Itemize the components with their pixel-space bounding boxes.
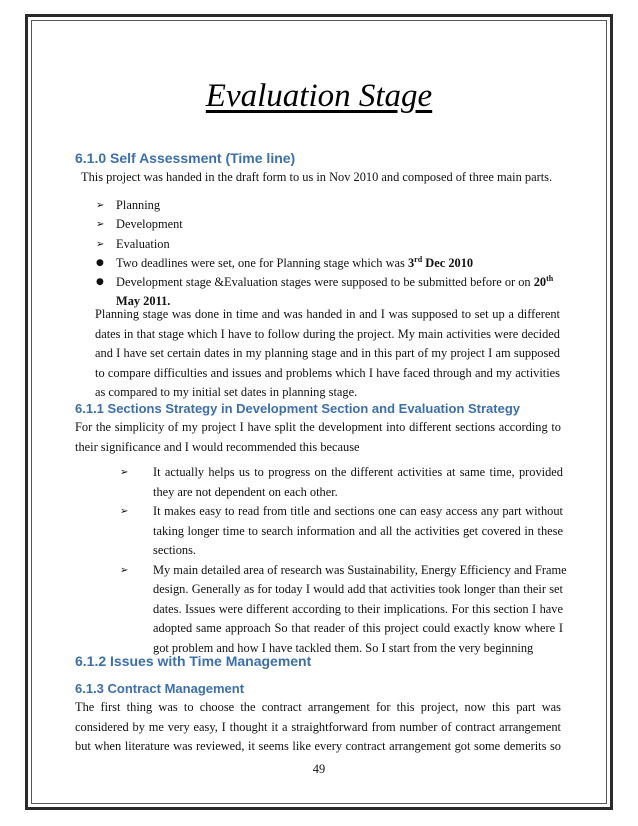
list-item: ➢ Planning [96, 196, 553, 215]
arrow-bullet-icon: ➢ [120, 467, 129, 478]
list-item: May 2011. [116, 294, 171, 309]
list-item: ➢ Evaluation [96, 235, 553, 254]
list-item: ➢ It actually helps us to progress on the different activities at same time, provided they are not dependent on each other. [120, 465, 563, 499]
list-item: ➢ Development [96, 215, 553, 234]
arrow-bullet-icon: ➢ [96, 238, 105, 250]
section-heading-6-1-0: 6.1.0 Self Assessment (Time line) [75, 150, 296, 166]
page-number: 49 [312, 762, 326, 776]
dot-bullet-icon: ● [96, 277, 104, 288]
planning-paragraph: Planning stage was done in time and was handed in and I was supposed to set up a different dates in that stage which I have to follow during the project. My main activities were decided and I have set certain dates in my planning stage and in this part of my project I am supposed to compare difficulties and issues and problems which I have faced through and my activities as compared to my initial set dates in planning stage. [95, 307, 560, 399]
contract-paragraph: The first thing was to choose the contract arrangement for this project, now this part was considered by me very easy, I thought it a straightforward from number of contract arrangement but when literature was reviewed, it seems like every contract arrangement got some demerits so [75, 700, 561, 753]
list-item: ➢ My main detailed area of research was Sustainability, Energy Efficiency and Frame design. Generally as for today I would add that activities took longer than their set dates. Issues were different according to their implications. For this section I have adopted same approach So that reader of this project could exactly know where I got problem and how I have tackled them. So I start from the very beginning [120, 562, 567, 655]
strategy-list [120, 463, 567, 658]
intro-text: This project was handed in the draft form to us in Nov 2010 and composed of three main parts. [81, 170, 553, 184]
list-item: ● Development stage &Evaluation stages were supposed to be submitted before or on 20th [96, 273, 553, 292]
section-heading-6-1-3: 6.1.3 Contract Management [75, 681, 245, 696]
parts-list [96, 196, 553, 312]
list-item: ● Two deadlines were set, one for Planning stage which was 3rd Dec 2010 [96, 254, 553, 273]
section-heading-6-1-1: 6.1.1 Sections Strategy in Development Section and Evaluation Strategy [75, 401, 521, 416]
arrow-bullet-icon: ➢ [96, 219, 105, 231]
page-title: Evaluation Stage [205, 78, 433, 114]
arrow-bullet-icon: ➢ [120, 564, 129, 576]
arrow-bullet-icon: ➢ [96, 200, 105, 211]
strategy-paragraph: For the simplicity of my project I have split the development into different sections according to their significance and I would recommended this because [75, 420, 561, 454]
list-item: ➢ It makes easy to read from title and sections one can easy access any part without taking longer time to search information and all the activities get covered in these sections. [120, 504, 563, 557]
dot-bullet-icon: ● [96, 257, 104, 268]
arrow-bullet-icon: ➢ [120, 506, 129, 517]
section-heading-6-1-2: 6.1.2 Issues with Time Management [75, 653, 312, 669]
